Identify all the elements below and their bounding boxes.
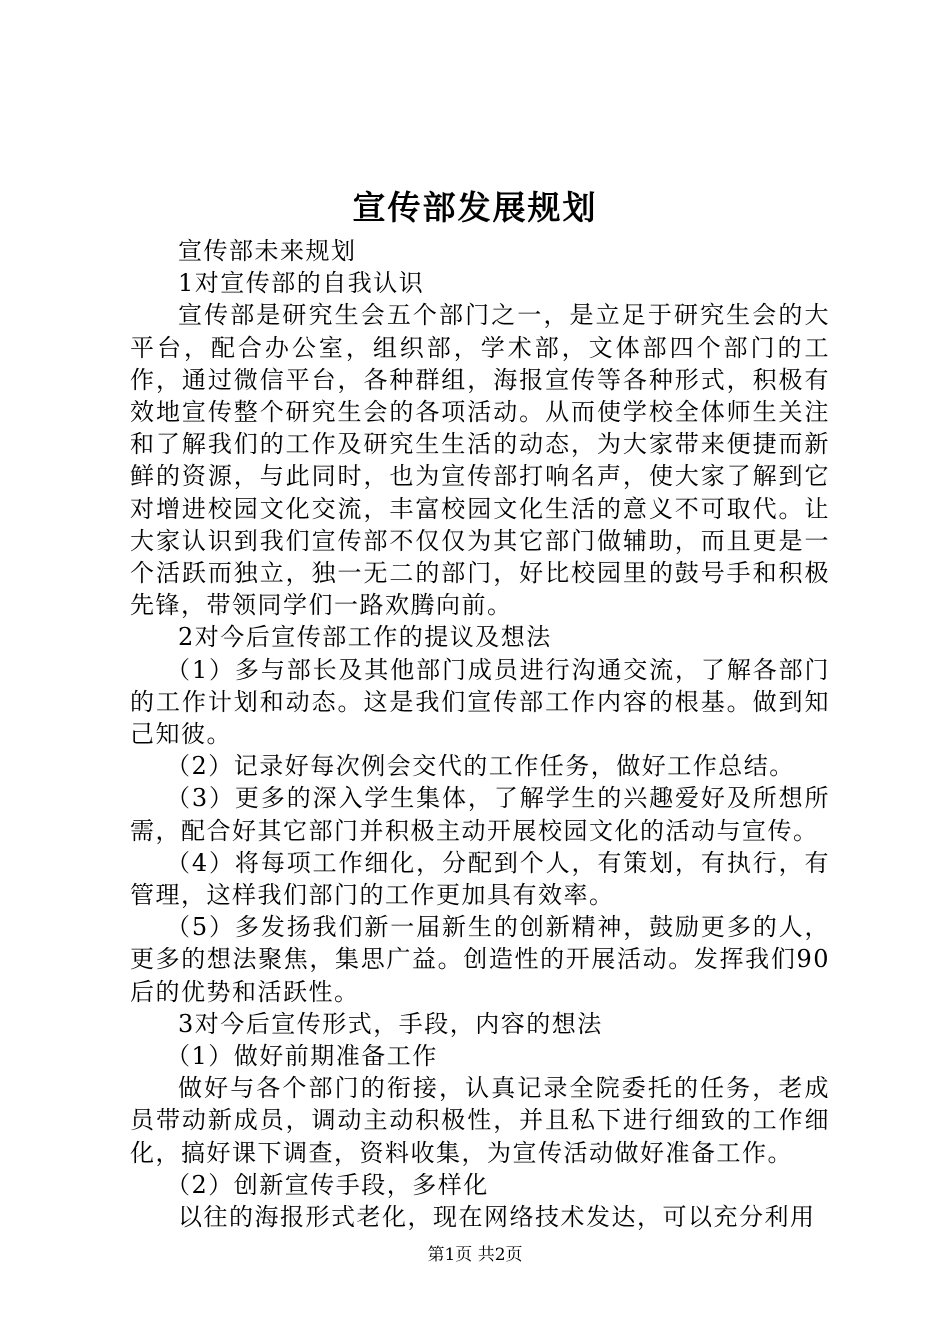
document-title: 宣传部发展规划 (352, 188, 598, 227)
section-heading-2: 2对今后宣传部工作的提议及想法 (178, 623, 552, 652)
list-item: （1）多与部长及其他部门成员进行沟通交流，了解各部门的工作计划和动态。这是我们宣传部工作内容的根基。做到知己知彼。 (130, 655, 830, 749)
section-heading-3: 3对今后宣传形式，手段，内容的想法 (178, 1009, 603, 1038)
list-item: （4）将每项工作细化，分配到个人，有策划，有执行，有管理，这样我们部门的工作更加具有效率。 (130, 848, 830, 910)
paragraph-heading-plan: 宣传部未来规划 (178, 237, 357, 265)
paragraph: 宣传部是研究生会五个部门之一，是立足于研究生会的大平台，配合办公室，组织部，学术部，文体部四个部门的工作，通过微信平台，各种群组，海报宣传等各种形式，积极有效地宣传整个研究生会的各项活动。从而使学校全体师生关注和了解我们的工作及研究生生活的动态，为大家带来便捷而新鲜的资源，与此同时，也为宣传部打响名声，使大家了解到它对增进校园文化交流，丰富校园文化生活的意义不可取代。让大家认识到我们宣传部不仅仅为其它部门做辅助，而且更是一个活跃而独立，独一无二的部门，好比校园里的鼓号手和积极先锋，带领同学们一路欢腾向前。 (130, 301, 830, 620)
document-body (130, 235, 830, 1233)
list-item: （2）记录好每次例会交代的工作任务，做好工作总结。 (166, 752, 795, 781)
page-number-footer: 第1页 共2页 (427, 1245, 523, 1265)
section-heading-1: 1对宣传部的自我认识 (178, 269, 425, 298)
list-item: （3）更多的深入学生集体，了解学生的兴趣爱好及所想所需，配合好其它部门并积极主动开展校园文化的活动与宣传。 (130, 784, 830, 845)
paragraph: 以往的海报形式老化，现在网络技术发达，可以充分利用 (178, 1203, 816, 1232)
paragraph: 做好与各个部门的衔接，认真记录全院委托的任务，老成员带动新成员，调动主动积极性，并且私下进行细致的工作细化，搞好课下调查，资料收集，为宣传活动做好准备工作。 (130, 1074, 830, 1167)
sub-heading: （2）创新宣传手段，多样化 (166, 1170, 489, 1199)
sub-heading: （1）做好前期准备工作 (166, 1042, 438, 1071)
list-item: （5）多发扬我们新一届新生的创新精神，鼓励更多的人，更多的想法聚焦，集思广益。创造性的开展活动。发挥我们90后的优势和活跃性。 (130, 913, 830, 1006)
